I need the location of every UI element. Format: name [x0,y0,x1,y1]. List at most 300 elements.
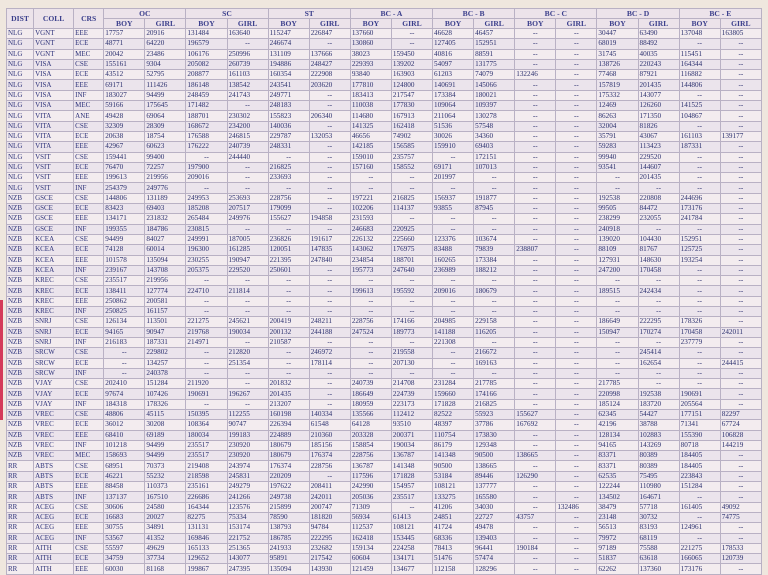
cell-rank: 53567 [104,533,145,543]
cell-rank: 161157 [145,307,186,317]
cell-course: EEE [74,142,104,152]
cell-college: VSIT [34,183,74,193]
cell-rank: 138726 [597,59,638,69]
cell-rank: -- [556,358,597,368]
cell-rank: 81168 [145,564,186,574]
header-dist: DIST [7,9,34,29]
cell-rank: 135094 [145,255,186,265]
cell-rank: -- [720,276,761,286]
cell-rank: -- [474,368,515,378]
cell-rank: -- [556,214,597,224]
cell-rank: -- [227,173,268,183]
cell-rank: -- [515,461,556,471]
cell-rank: 143077 [227,554,268,564]
cell-rank: 249771 [268,90,309,100]
cell-dist: NZB [7,358,34,368]
cell-college: GSCE [34,204,74,214]
header-crs: CRS [74,9,104,29]
cell-course: EEE [74,482,104,492]
cell-rank: 173384 [433,90,474,100]
cell-rank: 49092 [720,502,761,512]
cell-rank: 48771 [104,39,145,49]
cell-rank: 172151 [474,152,515,162]
cell-college: SNRJ [34,337,74,347]
cell-rank: 238807 [515,245,556,255]
cell-rank: 17757 [104,29,145,39]
cell-rank: 110373 [145,482,186,492]
cell-rank: -- [350,276,391,286]
cell-rank: 186148 [186,80,227,90]
cell-rank: 231284 [433,379,474,389]
cell-rank: 208877 [186,70,227,80]
cell-rank: 102206 [350,204,391,214]
cell-dist: RR [7,492,34,502]
cell-rank: 120051 [268,245,309,255]
cell-rank: -- [638,276,679,286]
cell-rank: 63490 [638,29,679,39]
cell-rank: 87921 [638,70,679,80]
cell-rank: -- [433,348,474,358]
cell-rank: 75495 [638,471,679,481]
cell-rank: -- [638,379,679,389]
cell-rank: 245621 [227,317,268,327]
header-coll: COLL [34,9,74,29]
cell-rank: -- [268,276,309,286]
cell-college: KREC [34,276,74,286]
cell-rank: 132053 [309,131,350,141]
cell-rank: 127931 [597,255,638,265]
table-row [7,307,762,317]
cell-college: VSIT [34,152,74,162]
table-row [7,193,762,203]
cell-rank: -- [679,379,720,389]
cell-college: VREC [34,430,74,440]
cell-college: AITH [34,543,74,553]
cell-rank: -- [597,348,638,358]
cell-rank: -- [186,276,227,286]
cell-course: EEE [74,173,104,183]
cell-college: VITA [34,142,74,152]
cell-rank: -- [227,399,268,409]
cell-rank: 174166 [474,389,515,399]
cell-rank: -- [556,162,597,172]
cell-dist: NZB [7,409,34,419]
cell-rank: 220925 [391,224,432,234]
cell-rank: 190034 [227,327,268,337]
cell-rank: 221275 [186,317,227,327]
cell-rank: 188212 [474,265,515,275]
cell-rank: -- [515,502,556,512]
cell-rank: 188701 [186,111,227,121]
table-row [7,111,762,121]
cell-rank: 229158 [474,317,515,327]
cell-rank: 179099 [268,204,309,214]
cell-rank: -- [350,183,391,193]
cell-rank: 75588 [638,543,679,553]
cell-rank: 134257 [145,358,186,368]
cell-rank: -- [556,482,597,492]
cell-rank: 234854 [350,255,391,265]
cell-college: KREC [34,307,74,317]
cell-rank: 265484 [186,214,227,224]
cell-rank: 30732 [638,512,679,522]
table-row [7,564,762,574]
cell-college: VSIT [34,173,74,183]
cell-rank: -- [720,389,761,399]
cell-rank: -- [720,533,761,543]
cell-rank: 35791 [597,131,638,141]
cell-rank: 206340 [309,111,350,121]
cell-rank: 186649 [597,317,638,327]
cell-rank: 69189 [145,430,186,440]
cell-rank: 156585 [391,142,432,152]
cell-rank: 55597 [104,543,145,553]
cell-rank: -- [720,90,761,100]
cell-rank: 94499 [145,90,186,100]
cell-rank: 113501 [145,317,186,327]
cell-rank: 159450 [391,49,432,59]
cell-course: ECE [74,245,104,255]
cell-rank: 197622 [268,482,309,492]
cell-rank: -- [556,265,597,275]
cell-rank: 94499 [104,234,145,244]
cell-rank: 30208 [145,420,186,430]
cell-rank: 83488 [433,245,474,255]
cell-rank: -- [515,523,556,533]
cell-rank: 250862 [104,296,145,306]
cell-rank: 80389 [638,451,679,461]
cell-rank: -- [679,358,720,368]
cell-rank: 189773 [391,327,432,337]
cell-rank: 74902 [391,131,432,141]
header-group: BC - A [350,9,432,19]
cell-college: ABTS [34,482,74,492]
table-row [7,49,762,59]
cell-college: VREC [34,440,74,450]
cell-rank: -- [720,461,761,471]
cell-rank: 216825 [268,162,309,172]
cell-rank: 116882 [679,70,720,80]
cell-rank: 181820 [309,512,350,522]
cell-course: CSE [74,502,104,512]
cell-dist: NZB [7,265,34,275]
cell-rank: 244188 [309,327,350,337]
cell-college: SRCW [34,348,74,358]
cell-rank: 224258 [391,543,432,553]
cell-rank: 230302 [227,111,268,121]
cell-dist: NLG [7,111,34,121]
cell-rank: -- [309,183,350,193]
cell-rank: 55232 [145,471,186,481]
cell-rank: 187331 [679,142,720,152]
cell-dist: NZB [7,214,34,224]
cell-rank: -- [309,224,350,234]
cell-rank: 173384 [474,255,515,265]
cell-college: VITA [34,121,74,131]
cell-rank: -- [556,430,597,440]
cell-dist: NLG [7,142,34,152]
cell-rank: 154957 [391,482,432,492]
cell-dist: NLG [7,90,34,100]
cell-rank: -- [515,255,556,265]
cell-course: ANE [74,111,104,121]
cell-rank: 140334 [309,409,350,419]
cell-dist: NZB [7,389,34,399]
cell-rank: -- [720,451,761,461]
cell-course: INF [74,90,104,100]
cell-college: VISA [34,80,74,90]
cell-rank: -- [556,564,597,574]
cell-rank: 171482 [186,101,227,111]
cell-rank: 211064 [433,111,474,121]
cell-rank: 57474 [474,554,515,564]
cell-rank: 176222 [186,142,227,152]
cell-rank: 107013 [474,162,515,172]
cell-rank: 199613 [104,173,145,183]
cell-rank: 159441 [104,152,145,162]
table-row [7,358,762,368]
cell-rank: 54427 [638,409,679,419]
cell-rank: 133275 [433,492,474,502]
cell-course: CSE [74,461,104,471]
cell-dist: NLG [7,173,34,183]
cell-rank: -- [515,296,556,306]
cell-rank: -- [556,59,597,69]
cell-rank: 150947 [597,327,638,337]
cell-rank: -- [679,152,720,162]
cell-rank: 163903 [391,70,432,80]
cell-rank: -- [474,183,515,193]
cell-rank: -- [474,214,515,224]
cell-rank: 249953 [186,193,227,203]
table-row [7,543,762,553]
cell-rank: -- [515,482,556,492]
cell-rank: 32004 [597,121,638,131]
cell-college: KCEA [34,265,74,275]
cell-rank: 157160 [350,162,391,172]
cell-rank: -- [679,348,720,358]
cell-rank: 230255 [186,255,227,265]
cell-rank: -- [679,276,720,286]
table-row [7,317,762,327]
cell-rank: 188701 [391,255,432,265]
table-row [7,286,762,296]
cell-rank: -- [720,286,761,296]
cell-rank: 235517 [186,440,227,450]
cell-rank: 114680 [350,111,391,121]
cell-course: ECE [74,471,104,481]
cell-rank: 219956 [145,173,186,183]
cell-rank: 180021 [474,90,515,100]
cell-rank: -- [433,183,474,193]
cell-rank: -- [597,307,638,317]
cell-rank: -- [309,152,350,162]
table-row [7,327,762,337]
cell-rank: 232055 [638,214,679,224]
cell-course: CSE [74,59,104,69]
cell-rank: -- [515,131,556,141]
cell-rank: 90500 [433,461,474,471]
cell-rank: 222908 [309,70,350,80]
cell-rank: -- [268,152,309,162]
cell-rank: -- [638,368,679,378]
cell-rank: 171828 [391,471,432,481]
cell-rank: -- [515,204,556,214]
cell-rank: 69403 [474,142,515,152]
cell-rank: 176588 [186,131,227,141]
cell-rank: 61203 [433,70,474,80]
table-header [7,9,762,29]
cell-rank: 136787 [350,461,391,471]
cell-rank: -- [350,348,391,358]
cell-course: EEE [74,523,104,533]
cell-rank: 161405 [679,502,720,512]
cell-rank: -- [679,286,720,296]
cell-rank: -- [391,183,432,193]
cell-rank: 83371 [597,461,638,471]
table-row [7,379,762,389]
cell-rank: 139403 [474,533,515,543]
cell-rank: 46656 [350,131,391,141]
cell-college: AITH [34,564,74,574]
cell-rank: 173176 [679,204,720,214]
cell-rank: 59283 [597,142,638,152]
cell-rank: -- [515,39,556,49]
cell-rank: 247840 [309,255,350,265]
cell-rank: 102883 [638,430,679,440]
cell-rank: 141348 [433,451,474,461]
cell-rank: 127774 [145,286,186,296]
cell-rank: 235161 [186,482,227,492]
cell-rank: 244696 [679,193,720,203]
cell-rank: 228756 [309,461,350,471]
header-girl: GIRL [227,19,268,29]
cell-rank: 161103 [679,131,720,141]
cell-rank: 190034 [391,440,432,450]
table-row [7,533,762,543]
cell-rank: 171350 [638,111,679,121]
cell-rank: 36012 [104,420,145,430]
cell-rank: 30447 [597,29,638,39]
cell-rank: 249991 [186,234,227,244]
cell-rank: 138542 [227,80,268,90]
cell-rank: 131189 [145,193,186,203]
cell-rank: -- [350,337,391,347]
table-row [7,430,762,440]
cell-rank: 70373 [145,461,186,471]
cell-rank: -- [720,234,761,244]
cell-dist: NLG [7,183,34,193]
cell-rank: -- [556,307,597,317]
table-row [7,183,762,193]
table-body [7,29,762,575]
cell-rank: -- [720,471,761,481]
cell-dist: NZB [7,420,34,430]
cell-rank: 248183 [268,101,309,111]
cell-rank: 104867 [679,111,720,121]
cell-rank: -- [720,152,761,162]
cell-rank: -- [556,255,597,265]
cell-rank: 46221 [104,471,145,481]
cell-rank: 216672 [474,348,515,358]
cell-course: EEE [74,29,104,39]
cell-rank: -- [309,193,350,203]
cell-rank: 190184 [515,543,556,553]
cell-rank: 88109 [597,245,638,255]
cell-rank: 161103 [227,70,268,80]
cell-rank: -- [433,358,474,368]
cell-rank: 240739 [227,142,268,152]
cell-dist: NZB [7,296,34,306]
cell-rank: 49629 [145,543,186,553]
cell-dist: NZB [7,286,34,296]
cell-rank: 180679 [268,451,309,461]
cell-dist: NZB [7,224,34,234]
cell-rank: -- [720,142,761,152]
cell-rank: 34360 [474,131,515,141]
cell-rank: 106828 [720,430,761,440]
cell-rank: -- [638,224,679,234]
header-girl: GIRL [638,19,679,29]
cell-rank: 76470 [104,162,145,172]
cell-rank: 108121 [391,523,432,533]
cell-rank: 248331 [268,142,309,152]
cell-college: VSIT [34,162,74,172]
cell-rank: 86263 [597,111,638,121]
cell-rank: 131109 [268,49,309,59]
cell-rank: 221752 [227,533,268,543]
cell-rank: 138411 [104,286,145,296]
cell-rank: 200747 [309,502,350,512]
cell-rank: -- [515,173,556,183]
cell-rank: -- [720,245,761,255]
cell-rank: 12469 [597,101,638,111]
cell-rank: 175645 [145,101,186,111]
cell-rank: -- [597,337,638,347]
cell-rank: 160354 [268,70,309,80]
cell-rank: 138793 [268,523,309,533]
cell-course: INF [74,337,104,347]
cell-rank: 176374 [309,451,350,461]
cell-rank: 49478 [474,523,515,533]
cell-rank: -- [556,379,597,389]
cell-rank: -- [515,492,556,502]
cell-rank: 241784 [679,214,720,224]
cell-rank: 108364 [186,420,227,430]
cell-dist: RR [7,502,34,512]
cell-rank: 166065 [679,554,720,564]
cell-rank: 82275 [186,512,227,522]
cell-rank: -- [556,142,597,152]
cell-rank: 167510 [145,492,186,502]
cell-rank: 222295 [309,533,350,543]
cell-rank: 242011 [309,492,350,502]
cell-rank: -- [227,379,268,389]
cell-rank: 180679 [474,286,515,296]
cell-rank: 228756 [350,451,391,461]
cell-rank: 162418 [391,121,432,131]
cell-rank: -- [309,368,350,378]
cell-rank: -- [309,307,350,317]
cell-rank: -- [515,337,556,347]
cell-college: ACEG [34,502,74,512]
cell-college: VITA [34,111,74,121]
cell-dist: NLG [7,29,34,39]
cell-rank: 183027 [104,90,145,100]
cell-dist: RR [7,482,34,492]
cell-course: INF [74,440,104,450]
cell-rank: 57548 [474,121,515,131]
